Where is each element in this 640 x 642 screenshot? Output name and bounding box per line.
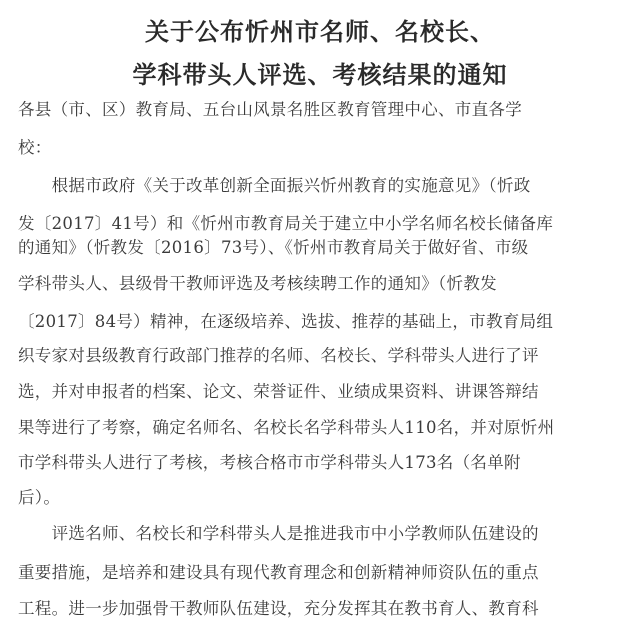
body-line: 校：	[18, 138, 52, 157]
body-line: 果等进行了考察，确定名师名、名校长名学科带头人110名，并对原忻州	[18, 418, 555, 437]
body-line: 〔2017〕84号）精神，在逐级培养、选拔、推荐的基础上，市教育局组	[18, 312, 554, 331]
body-line: 的通知》（忻教发〔2016〕73号）、《忻州市教育局关于做好省、市级	[18, 238, 529, 257]
body-line: 工程。进一步加强骨干教师队伍建设，充分发挥其在教书育人、教育科	[18, 599, 539, 618]
body-line: 选，并对申报者的档案、论文、荣誉证件、业绩成果资料、讲课答辩结	[18, 382, 539, 401]
body-line: 根据市政府《关于改革创新全面振兴忻州教育的实施意见》（忻政	[18, 176, 531, 195]
body-line: 市学科带头人进行了考核，考核合格市市学科带头人173名（名单附	[18, 453, 521, 472]
body-line: 后）。	[18, 488, 61, 507]
body-line: 评选名师、名校长和学科带头人是推进我市中小学教师队伍建设的	[18, 524, 539, 543]
document-title-line-2: 学科带头人评选、考核结果的通知	[132, 60, 508, 89]
body-line: 发〔2017〕41号）和《忻州市教育局关于建立中小学名师名校长储备库	[18, 214, 554, 233]
body-line: 各县（市、区）教育局、五台山风景名胜区教育管理中心、市直各学	[18, 100, 522, 119]
body-line: 学科带头人、县级骨干教师评选及考核续聘工作的通知》（忻教发	[18, 274, 497, 293]
body-line: 重要措施，是培养和建设具有现代教育理念和创新精神师资队伍的重点	[18, 563, 539, 582]
body-line: 织专家对县级教育行政部门推荐的名师、名校长、学科带头人进行了评	[18, 346, 539, 365]
document-title-line-1: 关于公布忻州市名师、名校长、	[145, 17, 495, 46]
